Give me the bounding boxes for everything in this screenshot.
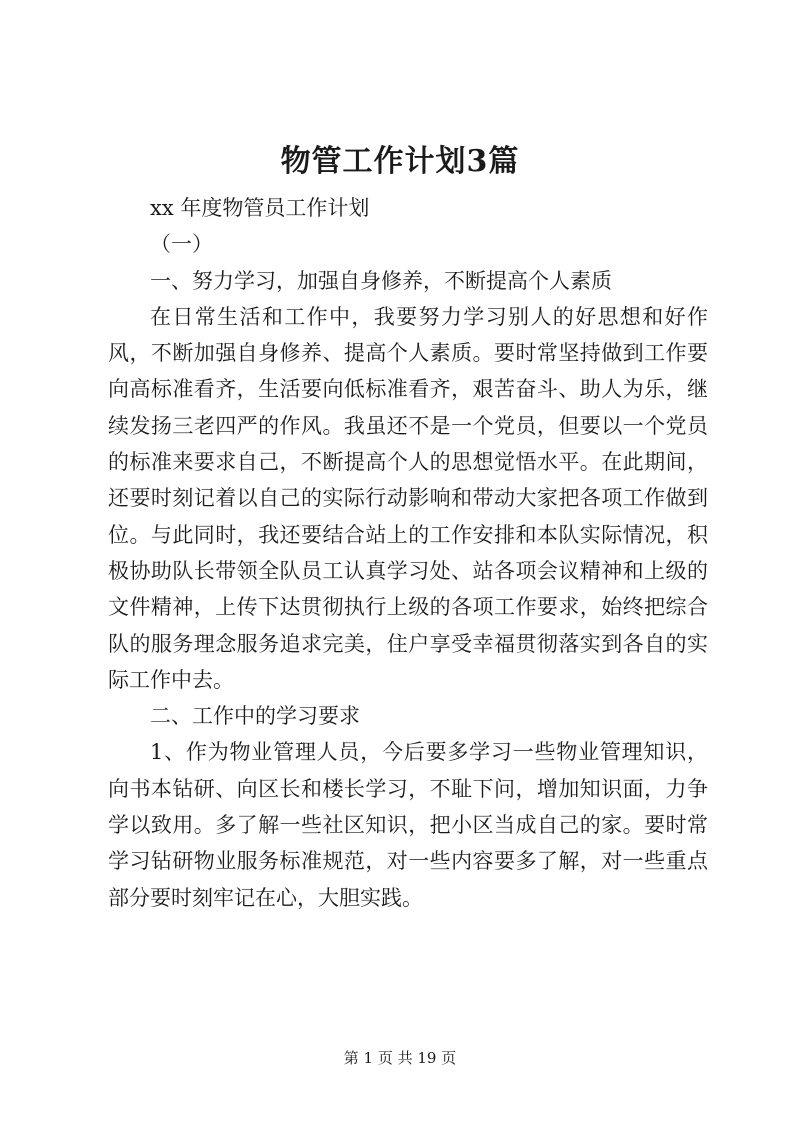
- page-title: 物管工作计划3篇: [280, 144, 520, 179]
- subtitle-paragraph: xx 年度物管员工作计划: [150, 196, 370, 220]
- body-paragraph-1: 在日常生活和工作中，我要努力学习别人的好思想和好作风，不断加强自身修养、提高个人素质。要时常坚持做到工作要向高标准看齐，生活要向低标准看齐，艰苦奋斗、助人为乐，继续发扬三老四严的作风。我虽还不是一个党员，但要以一个党员的标准来要求自己，不断提高个人的思想觉悟水平。在此期间，还要时刻记着以自己的实际行动影响和带动大家把各项工作做到位。与此同时，我还要结合站上的工作安排和本队实际情况，积极协助队长带领全队员工认真学习处、站各项会议精神和上级的文件精神，上传下达贯彻执行上级的各项工作要求，始终把综合队的服务理念服务追求完美，住户享受幸福贯彻落实到各自的实际工作中去。: [108, 304, 708, 692]
- page-footer: 第 1 页 共 19 页: [343, 1049, 457, 1067]
- heading-paragraph-1: 一、努力学习，加强自身修养，不断提高个人素质: [150, 268, 612, 293]
- heading-paragraph-2: 二、工作中的学习要求: [150, 704, 360, 729]
- document-body: [108, 190, 708, 916]
- section-number-paragraph: （一）: [150, 232, 213, 257]
- body-paragraph-2: 1、作为物业管理人员，今后要多学习一些物业管理知识，向书本钻研、向区长和楼长学习，不耻下问，增加知识面，力争学以致用。多了解一些社区知识，把小区当成自己的家。要时常学习钻研物业服务标准规范，对一些内容要多了解，对一些重点部分要时刻牢记在心，大胆实践。: [108, 740, 708, 910]
